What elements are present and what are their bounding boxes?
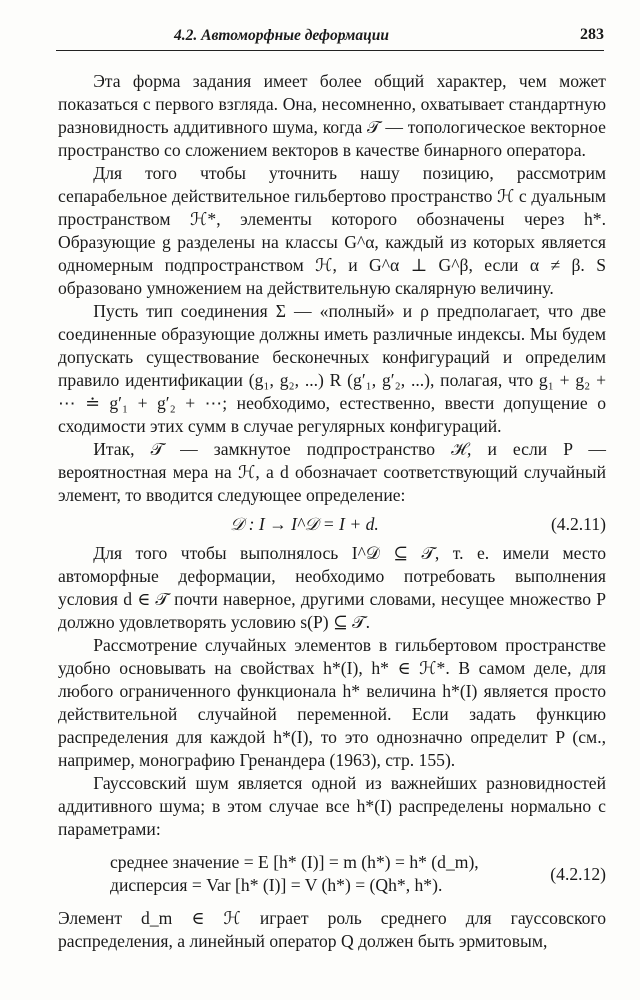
- equation-4-2-12: [58, 851, 606, 897]
- equation-line-mean: среднее значение = E [h* (I)] = m (h*) = h* (d_m),: [110, 852, 479, 872]
- header-title: 4.2. Автоморфные деформации: [174, 27, 389, 44]
- paragraph-8: Элемент d_m ∈ ℋ играет роль среднего для гауссовского распределения, а линейный оператор Q должен быть эрмитовым,: [58, 908, 606, 951]
- equation-formula: 𝒟 : I → I^𝒟 = I + d.: [230, 514, 379, 534]
- paragraph-5: Для того чтобы выполнялось I^𝒟 ⊆ 𝒯, т. е. имели место автоморфные деформации, необходимо потребовать выполнения условия d ∈ 𝒯 почти наверное, другими словами, несущее множество P должно удовлетворять условию s(P) ⊆ 𝒯.: [58, 543, 606, 632]
- equation-number: (4.2.12): [550, 863, 606, 884]
- paragraph-2: Для того чтобы уточнить нашу позицию, рассмотрим сепарабельное действительное гильбертово пространство ℋ с дуальным пространством ℋ*, элементы которого обозначены через h*. Образующие g разделены на классы G^α, каждый из которых является одномерным подпространством ℋ, и G^α ⊥ G^β, если α ≠ β. S образовано умножением на действительную скалярную величину.: [58, 163, 606, 298]
- paragraph-6: Рассмотрение случайных элементов в гильбертовом пространстве удобно основывать на свойствах h*(I), h* ∈ ℋ*. В самом деле, для любого ограниченного функционала h* величина h*(I) является просто действительной случайной переменной. Если задать функцию распределения для каждой h*(I), то это однозначно определит P (см., например, монографию Гренандера (1963), стр. 155).: [58, 635, 606, 770]
- equation-line-variance: дисперсия = Var [h* (I)] = V (h*) = (Qh*, h*).: [110, 875, 443, 895]
- paragraph-4: Итак, 𝒯 — замкнутое подпространство ℋ, и если P — вероятностная мера на ℋ, а d обозначает соответствующий случайный элемент, то вводится следующее определение:: [58, 439, 606, 505]
- equation-4-2-11: [58, 513, 606, 536]
- paragraph-1: Эта форма задания имеет более общий характер, чем может показаться с первого взгляда. Она, несомненно, охватывает стандартную разновидность аддитивного шума, когда 𝒯 — топологическое векторное пространство со сложением векторов в качестве бинарного оператора.: [58, 71, 606, 160]
- page-body: [58, 70, 606, 953]
- paragraph-3: Пусть тип соединения Σ — «полный» и ρ предполагает, что две соединенные образующие должны иметь различные индексы. Мы будем допускать существование бесконечных конфигураций и определим правило идентификации (g₁, g₂, ...) R (g′₁, g′₂, ...), полагая, что g₁ + g₂ + ⋯ ≐ g′₁ + g′₂ + ⋯; необходимо, естественно, ввести допущение о сходимости этих сумм в случае регулярных конфигураций.: [58, 301, 606, 436]
- page-number: 283: [580, 26, 604, 43]
- running-header: [56, 24, 604, 51]
- paragraph-7: Гауссовский шум является одной из важнейших разновидностей аддитивного шума; в этом случае все h*(I) распределены нормально с параметрами:: [58, 773, 606, 839]
- equation-number: (4.2.11): [550, 514, 606, 534]
